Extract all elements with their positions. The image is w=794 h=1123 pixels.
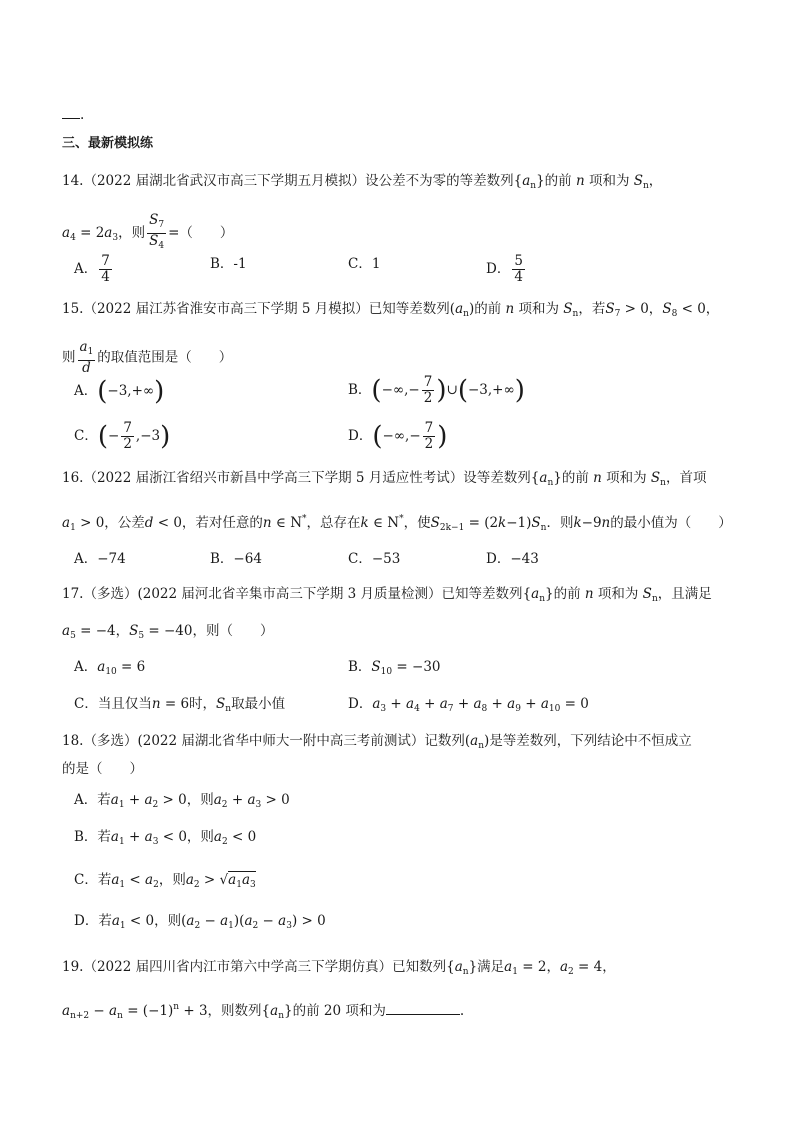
q14-prefix: 14.（2022 届湖北省武汉市高三下学期五月模拟）设公差不为零的等差数列 (62, 173, 514, 189)
q19-line2-tail: ，则数列 (207, 1003, 262, 1019)
q15-option-a-label: A． (74, 383, 98, 399)
q19-mid: 满足 (477, 959, 505, 975)
q16-line2: $a_1 > 0$，公差d < 0，若对任意的n ∈ N*，总存在k ∈ N*，使$S_{2k-1} = (2k-1)S_n$．则k−9n的最小值为（ ） (62, 514, 732, 533)
q19-line2-tail2: 的前 20 项和为 (292, 1003, 386, 1019)
q18-option-c-pre: C．若 (74, 872, 112, 888)
q15-option-b-label: B． (348, 382, 372, 398)
q16-line2-e: ．则 (546, 515, 574, 531)
q17-tail: ，且满足 (657, 586, 712, 602)
q14-mid2: 项和为 (588, 173, 630, 189)
q17-mid2: 项和为 (597, 586, 639, 602)
q14-line2: $a_4 = 2a_3$，则 $\frac{S_7}{S_4}$ =（ ） (62, 212, 234, 251)
q15-option-d-label: D． (348, 428, 373, 444)
q16-line2-f: 的最小值为（ ） (610, 515, 732, 531)
q15-mid3: ，若 (578, 301, 606, 317)
q15-option-a[interactable]: A．(−3,+∞) (74, 376, 165, 407)
q16-line2-b: ，若对任意的 (181, 515, 263, 531)
q17-option-a-label: A． (74, 659, 98, 675)
q15-option-c-label: C． (74, 428, 98, 444)
q14-option-d-den: 4 (514, 269, 523, 285)
q14-option-b[interactable]: B．-1 (210, 256, 247, 272)
q19-line1: 19.（2022 届四川省内江市第六中学高三下学期仿真）已知数列$\{a_n\}$满足$a_1 = 2$，$a_2 = 4$， (62, 959, 616, 977)
q17-option-a[interactable]: A．$a_{10} = 6$ (74, 659, 146, 677)
q16-line1: 16.（2022 届浙江省绍兴市新昌中学高三下学期 5 月适应性考试）设等差数列$\{a_n\}$的前 n 项和为 $S_n$，首项 (62, 470, 707, 488)
q15-line2: 则 $\frac{a_1}{d}$ 的取值范围是（ ） (62, 339, 233, 376)
q16-mid2: 项和为 (606, 470, 647, 486)
q16-line2-c: ，总存在 (306, 515, 361, 531)
q14-option-a-label: A． (74, 261, 98, 277)
q18-option-c-mid: ，则 (158, 872, 186, 888)
q14-option-a-num: 7 (101, 253, 110, 269)
q18-tail: 是等差数列，下列结论中不恒成立 (489, 733, 692, 749)
q17-option-c-tail2: 取最小值 (231, 696, 286, 712)
q18-option-b-pre: B．若 (74, 829, 111, 845)
q15-option-b[interactable]: B．(−∞,− $\frac{7}{2}$ )∪(−3,+∞) (348, 374, 525, 406)
q19-end: . (459, 1003, 465, 1019)
q17-option-c-label: C．当且仅当 (74, 696, 152, 712)
q15-line2-pre: 则 (62, 349, 76, 366)
q15-option-c[interactable]: C．(− $\frac{7}{2}$ ,−3) (74, 420, 171, 452)
q16-option-c[interactable]: C．−53 (348, 551, 401, 567)
q16-prefix: 16.（2022 届浙江省绍兴市新昌中学高三下学期 5 月适应性考试）设等差数列 (62, 470, 531, 486)
q14-mid: 的前 (544, 173, 572, 189)
q17-option-b-label: B． (348, 659, 372, 675)
q16-option-d[interactable]: D．−43 (486, 551, 539, 567)
q18-option-b-mid: ，则 (186, 829, 214, 845)
q15-option-d[interactable]: D．(−∞,− $\frac{7}{2}$ ) (348, 420, 448, 452)
q17-mid: 的前 (553, 586, 581, 602)
q17-option-c[interactable]: C．当且仅当n = 6时，$S_n$取最小值 (74, 696, 286, 714)
q14-option-a-den: 4 (101, 269, 110, 285)
q18-option-a-pre: A．若 (74, 792, 111, 808)
q14-option-c[interactable]: C．1 (348, 256, 381, 272)
q18-option-a-mid: ，则 (186, 792, 214, 808)
q15-prefix: 15.（2022 届江苏省淮安市高三下学期 5 月模拟）已知等差数列 (62, 301, 450, 317)
q16-option-a[interactable]: A．−74 (74, 551, 126, 567)
q16-option-b[interactable]: B．−64 (210, 551, 262, 567)
q14-option-a[interactable] (74, 254, 114, 285)
q14-option-d[interactable] (486, 254, 527, 285)
q19-line2: $a_{n+2} - a_n = (-1)^n + 3$，则数列$\{a_n\}$的前 20 项和为 . (62, 1002, 465, 1021)
section-title: 三、最新模拟练 (62, 136, 154, 151)
q15-mid2: 项和为 (518, 301, 559, 317)
q16-line2-d: ，使 (403, 515, 431, 531)
q14-option-d-label: D． (486, 261, 511, 277)
q18-prefix: 18.（多选）(2022 届湖北省华中师大一附中高三考前测试）记数列 (62, 733, 465, 749)
q14-line2-tail: ，则 (118, 225, 146, 241)
q18-option-c[interactable]: C．若$a_1 < a_2$，则$a_2 > √a_1a_3$ (74, 872, 256, 890)
q19-prefix: 19.（2022 届四川省内江市第六中学高三下学期仿真）已知数列 (62, 959, 447, 975)
q17-option-d[interactable]: D．$a_3 + a_4 + a_7 + a_8 + a_9 + a_{10} = 0$ (348, 696, 589, 714)
q17-line2: $a_5 = -4$，$S_5 = -40$，则（ ） (62, 623, 274, 641)
q17-option-d-label: D． (348, 696, 373, 712)
q16-tail: ，首项 (665, 470, 707, 486)
q17-option-c-tail: 时， (189, 696, 217, 712)
q16-mid: 的前 (561, 470, 589, 486)
q18-line2: 的是（ ） (62, 761, 143, 777)
q14-eq-tail: =（ ） (168, 225, 234, 241)
q14-line1: 14.（2022 届湖北省武汉市高三下学期五月模拟）设公差不为零的等差数列$\{a_n\}$的前 n 项和为 $S_n$， (62, 173, 663, 191)
q15-line1: 15.（2022 届江苏省淮安市高三下学期 5 月模拟）已知等差数列$(a_n)$的前 n 项和为 $S_n$，若$S_7 > 0$，$S_8 < 0$， (62, 301, 720, 319)
q15-mid: 的前 (474, 301, 502, 317)
q19-answer-blank[interactable] (386, 1014, 460, 1015)
q16-line2-a: ，公差 (104, 515, 145, 531)
q17-line1: 17.（多选）(2022 届河北省辛集市高三下学期 3 月质量检测）已知等差数列$\{a_n\}$的前 n 项和为 $S_n$，且满足 (62, 586, 712, 604)
q18-option-d[interactable]: D．若$a_1 < 0$，则$(a_2 - a_1)(a_2 - a_3) > 0$ (74, 913, 326, 931)
q14-option-d-num: 5 (514, 253, 523, 269)
q15-line2-tail: 的取值范围是（ ） (97, 349, 233, 366)
q18-option-b[interactable]: B．若$a_1 + a_3 < 0$，则$a_2 < 0$ (74, 829, 257, 847)
q18-option-d-pre: D．若 (74, 913, 112, 929)
top-fragment-dot: . (80, 107, 85, 123)
q18-option-a[interactable]: A．若$a_1 + a_2 > 0$，则$a_2 + a_3 > 0$ (74, 792, 290, 810)
q18-option-d-mid: ，则 (154, 913, 182, 929)
q18-line1: 18.（多选）(2022 届湖北省华中师大一附中高三考前测试）记数列$(a_n)$是等差数列，下列结论中不恒成立 (62, 733, 692, 751)
q17-prefix: 17.（多选）(2022 届河北省辛集市高三下学期 3 月质量检测）已知等差数列 (62, 586, 523, 602)
q17-option-b[interactable]: B．$S_{10} = -30$ (348, 659, 441, 677)
top-fragment (62, 105, 84, 125)
q17-line2-tail: ，则（ ） (192, 623, 274, 639)
